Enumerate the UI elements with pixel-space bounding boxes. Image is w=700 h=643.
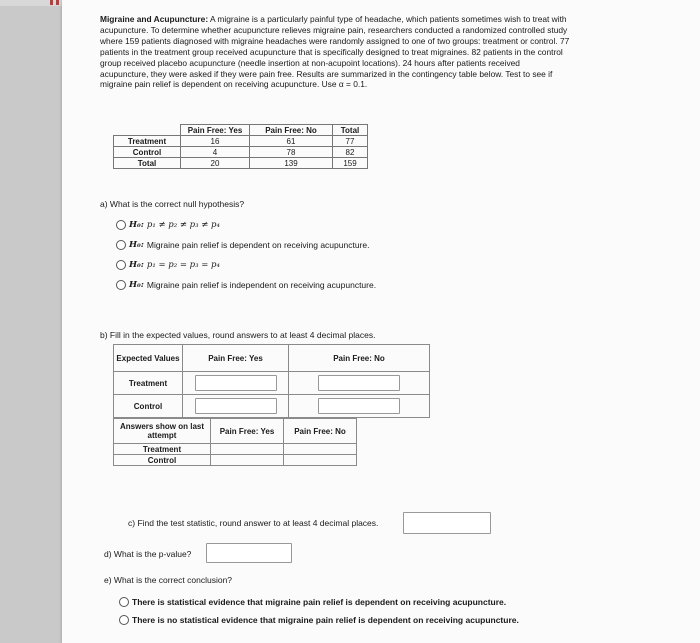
col-header-yes: Pain Free: Yes: [211, 419, 284, 444]
table-row: [114, 455, 357, 466]
table-cell: 4: [181, 147, 250, 158]
problem-body: A migraine is a particularly painful type of headache, which patients sometimes wish to treat with acupuncture. To determine whether acupuncture relieves migraine pain, researchers conducted a randomized controlled study where 159 patients diagnosed with migraine headaches were randomly assigned to one of two groups: treatment or control. 77 patients in the treatment group received acupuncture that is specifically designed to treat migraines. 82 patients in the control group received placebo acupuncture (needle insertion at non-acupoint locations). 24 hours after patients received acupuncture, they were asked if they were pain free. Results are summarized in the contingency table below. Test to see if migraine pain relief is dependent on receiving acupuncture. Use α = 0.1.: [100, 14, 570, 90]
document-page: [62, 0, 700, 643]
null-hypothesis-option[interactable]: [116, 220, 220, 230]
radio-button[interactable]: [119, 597, 129, 607]
table-cell: 61: [250, 136, 333, 147]
expected-values-table: [113, 344, 430, 418]
bar-mark: [50, 0, 53, 5]
test-statistic-input[interactable]: [403, 512, 491, 534]
table-cell: [211, 444, 284, 455]
last-attempt-header: Answers show on last attempt: [114, 419, 211, 444]
col-header-yes: Pain Free: Yes: [183, 345, 289, 372]
option-text: There is no statistical evidence that migraine pain relief is dependent on receiving acupuncture.: [132, 615, 519, 625]
col-header-no: Pain Free: No: [289, 345, 430, 372]
col-header: Pain Free: Yes: [181, 125, 250, 136]
problem-statement: [100, 14, 570, 90]
empty-cell: [114, 125, 181, 136]
row-header: Treatment: [114, 444, 211, 455]
hypothesis-symbol: H₀:: [129, 260, 144, 270]
conclusion-option[interactable]: [119, 597, 506, 607]
table-cell: 159: [333, 158, 368, 169]
expected-treatment-yes-input[interactable]: [195, 375, 277, 391]
row-header: Control: [114, 147, 181, 158]
option-text: Migraine pain relief is independent on receiving acupuncture.: [146, 280, 377, 290]
radio-button[interactable]: [116, 260, 126, 270]
row-header: Treatment: [114, 372, 183, 395]
option-text: p₁ ≠ p₂ ≠ p₃ ≠ p₄: [146, 220, 220, 230]
table-cell: 16: [181, 136, 250, 147]
table-header-row: [114, 125, 368, 136]
hypothesis-symbol: H₀:: [129, 280, 144, 290]
radio-button[interactable]: [116, 280, 126, 290]
option-text: p₁ = p₂ = p₃ = p₄: [146, 260, 220, 270]
table-row: [114, 136, 368, 147]
hypothesis-symbol: H₀:: [129, 220, 144, 230]
null-hypothesis-option[interactable]: [116, 280, 376, 290]
part-e-question: e) What is the correct conclusion?: [104, 575, 233, 585]
table-cell: [211, 455, 284, 466]
table-cell: [284, 444, 357, 455]
last-attempt-table: [113, 418, 357, 466]
table-row: [114, 395, 430, 418]
expected-values-header: Expected Values: [114, 345, 183, 372]
answer-cell: [289, 395, 430, 418]
col-header: Pain Free: No: [250, 125, 333, 136]
table-cell: 82: [333, 147, 368, 158]
table-cell: 20: [181, 158, 250, 169]
table-row: [114, 158, 368, 169]
part-b-question: b) Fill in the expected values, round answers to at least 4 decimal places.: [100, 330, 376, 340]
contingency-table: [113, 124, 368, 169]
answer-cell: [183, 372, 289, 395]
option-text: There is statistical evidence that migraine pain relief is dependent on receiving acupuncture.: [132, 597, 507, 607]
expected-control-yes-input[interactable]: [195, 398, 277, 414]
row-header: Treatment: [114, 136, 181, 147]
table-header-row: [114, 345, 430, 372]
bar-mark: [56, 0, 59, 5]
hypothesis-symbol: H₀:: [129, 240, 144, 250]
col-header-no: Pain Free: No: [284, 419, 357, 444]
p-value-input[interactable]: [206, 543, 292, 563]
part-d-question: d) What is the p-value?: [104, 549, 192, 559]
table-row: [114, 147, 368, 158]
expected-control-no-input[interactable]: [318, 398, 400, 414]
table-row: [114, 444, 357, 455]
radio-button[interactable]: [119, 615, 129, 625]
radio-button[interactable]: [116, 220, 126, 230]
conclusion-option[interactable]: [119, 615, 519, 625]
table-cell: [284, 455, 357, 466]
null-hypothesis-option[interactable]: [116, 260, 220, 270]
answer-cell: [183, 395, 289, 418]
option-text: Migraine pain relief is dependent on receiving acupuncture.: [146, 240, 370, 250]
table-row: [114, 372, 430, 395]
row-header: Control: [114, 395, 183, 418]
radio-button[interactable]: [116, 240, 126, 250]
null-hypothesis-option[interactable]: [116, 240, 369, 250]
table-header-row: [114, 419, 357, 444]
row-header: Control: [114, 455, 211, 466]
part-c-question: c) Find the test statistic, round answer to at least 4 decimal places.: [128, 518, 379, 528]
part-a-question: a) What is the correct null hypothesis?: [100, 199, 245, 209]
table-cell: 139: [250, 158, 333, 169]
row-header: Total: [114, 158, 181, 169]
expected-treatment-no-input[interactable]: [318, 375, 400, 391]
col-header: Total: [333, 125, 368, 136]
problem-title: Migraine and Acupuncture:: [100, 14, 209, 24]
table-cell: 78: [250, 147, 333, 158]
answer-cell: [289, 372, 430, 395]
table-cell: 77: [333, 136, 368, 147]
